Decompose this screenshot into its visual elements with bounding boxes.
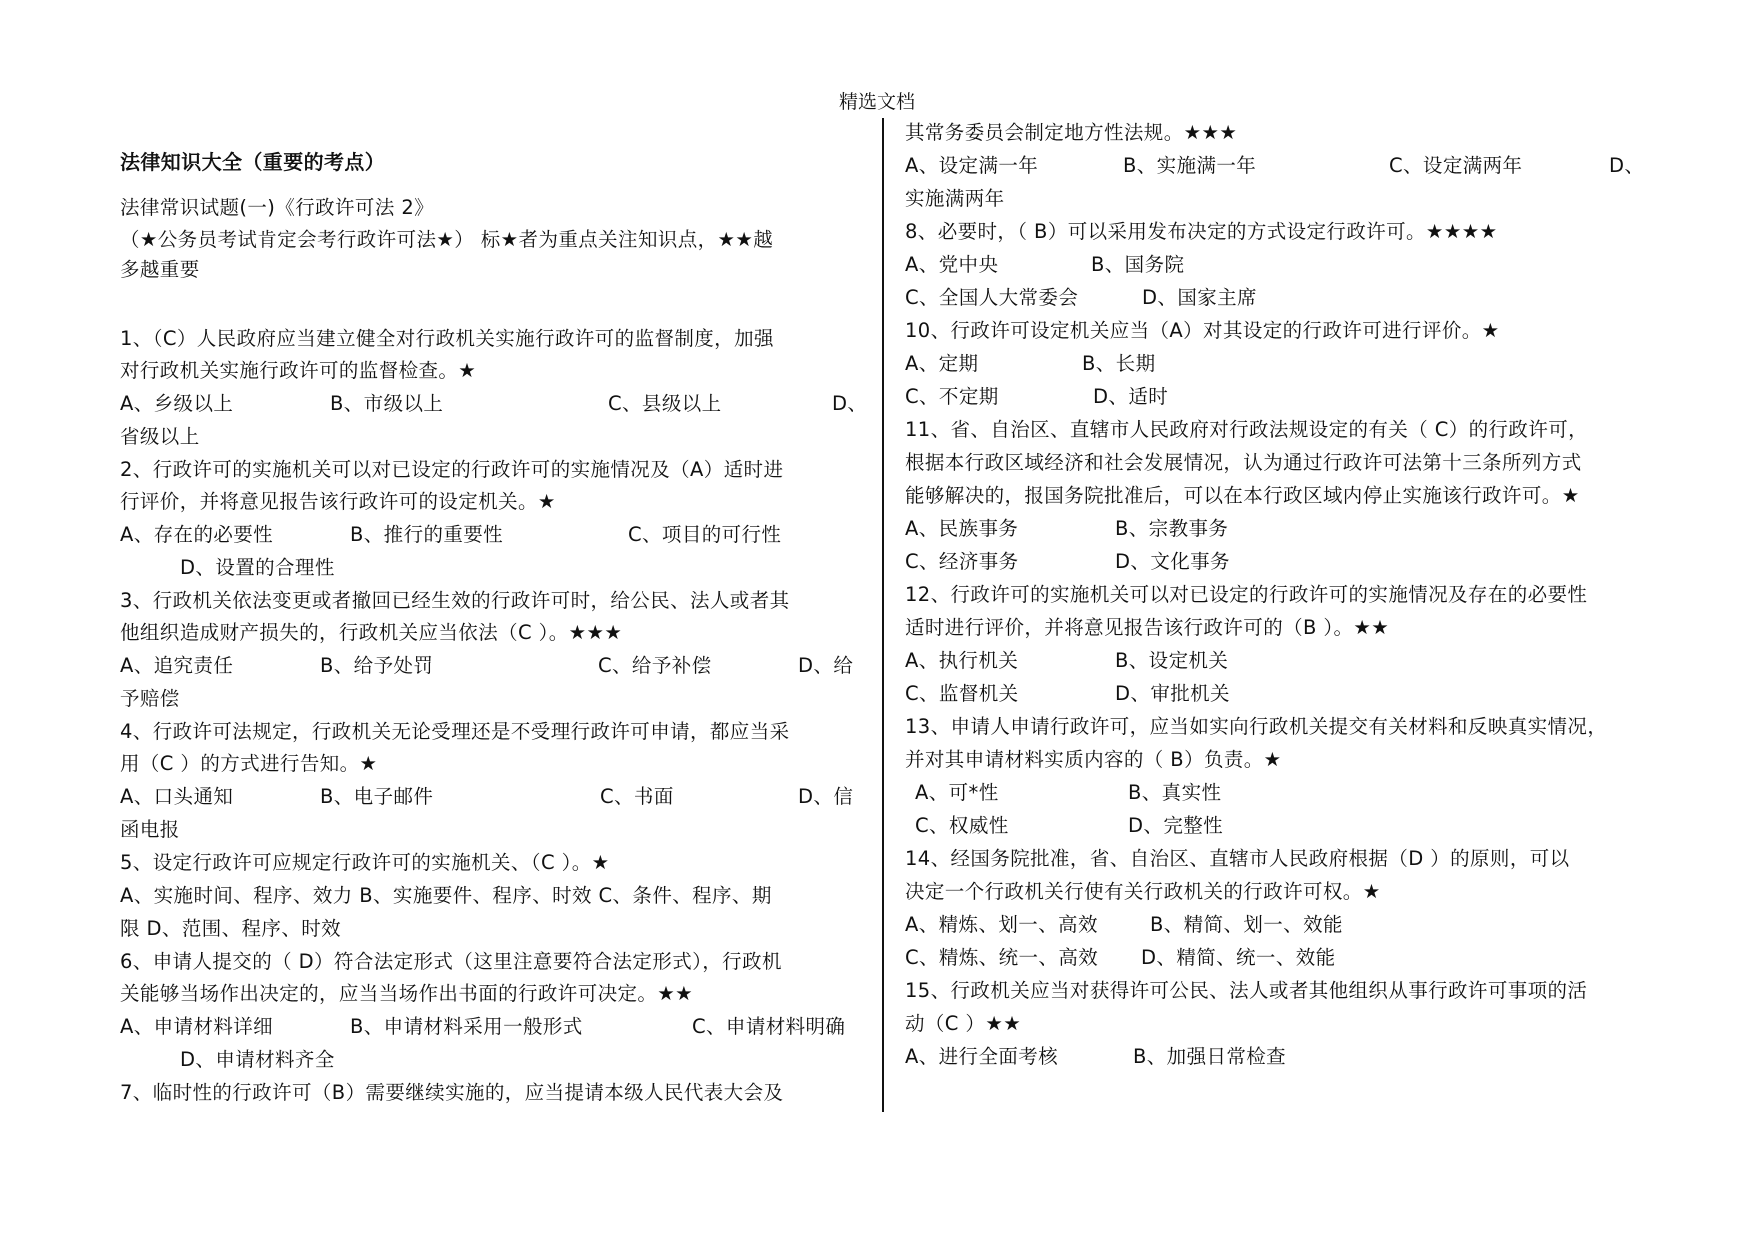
document-title: 法律知识大全（重要的考点） [120,150,386,174]
question-text: 并对其申请材料实质内容的（ B）负责。★ [905,748,1282,771]
option-c: C、设定满两年 [1389,154,1523,177]
option-d: D、适时 [1093,385,1169,408]
intro-line: 多越重要 [120,258,200,281]
option-d: D、申请材料齐全 [180,1048,335,1071]
question-text: 12、行政许可的实施机关可以对已设定的行政许可的实施情况及存在的必要性 [905,583,1588,606]
question-text: 4、行政许可法规定，行政机关无论受理还是不受理行政许可申请，都应当采 [120,720,790,743]
option-c: C、不定期 [905,385,999,408]
option-a: A、口头通知 [120,785,234,808]
option-a: A、精炼、划一、高效 [905,913,1098,936]
option-d: D、国家主席 [1142,286,1257,309]
option-a: A、党中央 [905,253,999,276]
option-a: A、可*性 [915,781,999,804]
option-b: B、设定机关 [1115,649,1229,672]
question-text: 用（C ）的方式进行告知。★ [120,752,378,775]
document-subtitle: 法律常识试题(一)《行政许可法 2》 [120,196,435,219]
option-continuation: 予赔偿 [120,687,180,710]
option-c: C、项目的可行性 [628,523,782,546]
question-text: 其常务委员会制定地方性法规。★★★ [905,121,1238,144]
option-b: B、真实性 [1128,781,1222,804]
column-divider [882,118,884,1112]
option-b: B、宗教事务 [1115,517,1229,540]
option-b: B、长期 [1082,352,1156,375]
question-text: 1、（C）人民政府应当建立健全对行政机关实施行政许可的监督制度，加强 [120,327,774,350]
option-a: A、民族事务 [905,517,1019,540]
option-d: D、精简、统一、效能 [1141,946,1336,969]
intro-line: （★公务员考试肯定会考行政许可法★） 标★者为重点关注知识点，★★越 [120,228,774,251]
question-text: 关能够当场作出决定的，应当当场作出书面的行政许可决定。★★ [120,982,694,1005]
option-a: A、设定满一年 [905,154,1039,177]
option-d: D、信 [798,785,854,808]
option-c: C、给予补偿 [598,654,712,677]
question-text: 15、行政机关应当对获得许可公民、法人或者其他组织从事行政许可事项的活 [905,979,1588,1002]
question-text: 6、申请人提交的（ D）符合法定形式（这里注意要符合法定形式），行政机 [120,950,782,973]
option-c: C、权威性 [915,814,1009,837]
option-c: C、经济事务 [905,550,1019,573]
option-b: B、加强日常检查 [1133,1045,1287,1068]
option-a: A、进行全面考核 [905,1045,1059,1068]
option-b: B、精简、划一、效能 [1150,913,1343,936]
option-b: B、电子邮件 [320,785,434,808]
question-text: 决定一个行政机关行使有关行政机关的行政许可权。★ [905,880,1381,903]
question-text: 3、行政机关依法变更或者撤回已经生效的行政许可时，给公民、法人或者其 [120,589,790,612]
question-text: 8、必要时，（ B）可以采用发布决定的方式设定行政许可。★★★★ [905,220,1498,243]
question-text: 能够解决的，报国务院批准后，可以在本行政区域内停止实施该行政许可。★ [905,484,1580,507]
option-d: D、给 [798,654,854,677]
option-continuation: 实施满两年 [905,187,1005,210]
option-c: C、监督机关 [905,682,1019,705]
option-d: D、设置的合理性 [180,556,335,579]
option-b: B、实施满一年 [1123,154,1257,177]
question-text: 14、经国务院批准，省、自治区、直辖市人民政府根据（D ）的原则，可以 [905,847,1570,870]
option-d: D、审批机关 [1115,682,1230,705]
page-header: 精选文档 [838,91,915,113]
option-a: A、执行机关 [905,649,1019,672]
question-text: 根据本行政区域经济和社会发展情况，认为通过行政许可法第十三条所列方式 [905,451,1582,474]
option-d: D、 [832,392,868,415]
question-text: 13、申请人申请行政许可，应当如实向行政机关提交有关材料和反映真实情况， [905,715,1608,738]
option-continuation: 省级以上 [120,425,200,448]
option-c: C、县级以上 [608,392,722,415]
question-text: 行评价，并将意见报告该行政许可的设定机关。★ [120,490,556,513]
option-a: A、定期 [905,352,979,375]
question-text: 11、省、自治区、直辖市人民政府对行政法规设定的有关（ C）的行政许可， [905,418,1589,441]
question-text: 对行政机关实施行政许可的监督检查。★ [120,359,477,382]
option-b: B、市级以上 [330,392,444,415]
option-a: A、乡级以上 [120,392,234,415]
question-text: 动（C ）★★ [905,1012,1022,1035]
option-a: A、存在的必要性 [120,523,274,546]
option-a: A、申请材料详细 [120,1015,274,1038]
option-c: C、全国人大常委会 [905,286,1079,309]
option-continuation: 函电报 [120,818,180,841]
question-text: 7、临时性的行政许可（B）需要继续实施的，应当提请本级人民代表大会及 [120,1081,784,1104]
option-a: A、追究责任 [120,654,234,677]
option-row: A、实施时间、程序、效力 B、实施要件、程序、时效 C、条件、程序、期 [120,884,772,907]
option-b: B、申请材料采用一般形式 [350,1015,583,1038]
option-c: C、精炼、统一、高效 [905,946,1099,969]
option-b: B、推行的重要性 [350,523,504,546]
question-text: 2、行政许可的实施机关可以对已设定的行政许可的实施情况及（A）适时进 [120,458,784,481]
question-text: 适时进行评价，并将意见报告该行政许可的（B ）。★★ [905,616,1390,639]
option-b: B、国务院 [1091,253,1185,276]
option-d: D、完整性 [1128,814,1224,837]
option-c: C、申请材料明确 [692,1015,846,1038]
option-row: 限 D、范围、程序、时效 [120,917,342,940]
option-c: C、书面 [600,785,674,808]
question-text: 5、设定行政许可应规定行政许可的实施机关、（C ）。★ [120,851,610,874]
option-d: D、文化事务 [1115,550,1230,573]
option-d: D、 [1609,154,1645,177]
question-text: 10、行政许可设定机关应当（A）对其设定的行政许可进行评价。★ [905,319,1500,342]
option-b: B、给予处罚 [320,654,434,677]
question-text: 他组织造成财产损失的，行政机关应当依法（C ）。★★★ [120,621,623,644]
